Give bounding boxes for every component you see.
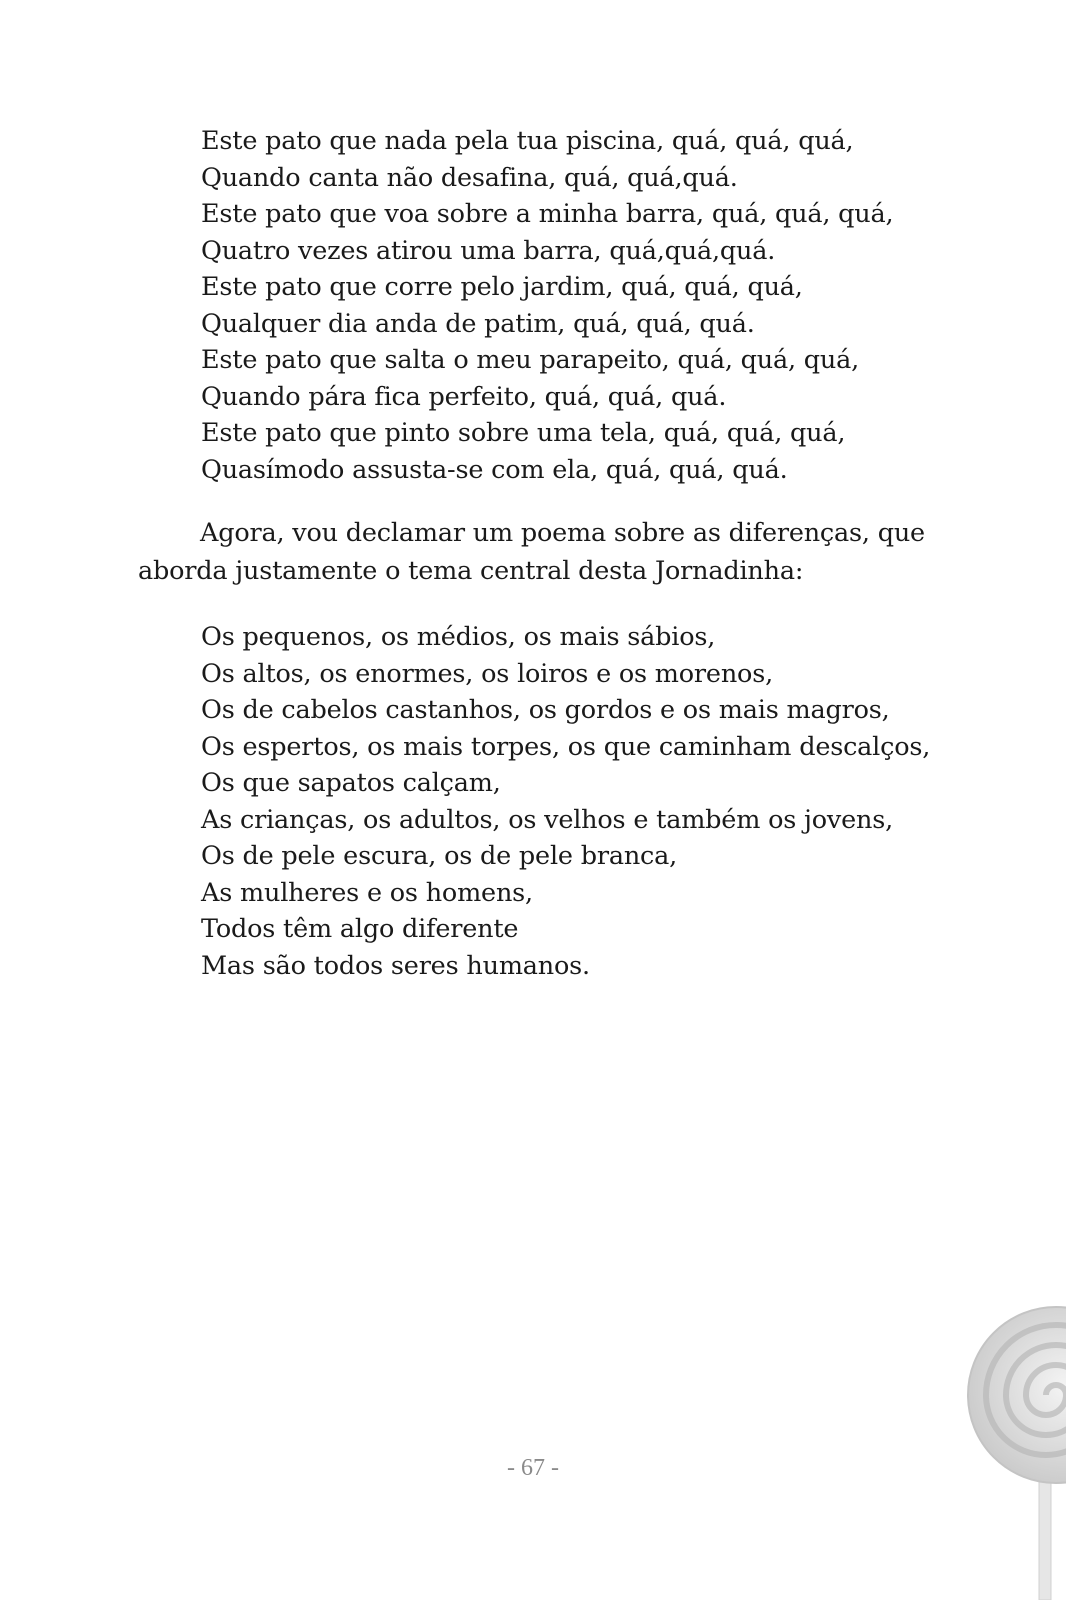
poem-line: Os de pele escura, os de pele branca, bbox=[201, 841, 678, 871]
poem-line: Este pato que nada pela tua piscina, quá, quá, quá, bbox=[201, 126, 854, 156]
poem-line: Os pequenos, os médios, os mais sábios, bbox=[201, 622, 716, 652]
duck-poem bbox=[201, 123, 893, 488]
poem-line: Quatro vezes atirou uma barra, quá,quá,quá. bbox=[201, 235, 776, 266]
poem-line: As mulheres e os homens, bbox=[201, 877, 533, 908]
poem-line: As crianças, os adultos, os velhos e também os jovens, bbox=[201, 804, 893, 835]
lollipop-icon bbox=[936, 1300, 1066, 1600]
poem-line: Quando canta não desafina, quá, quá,quá. bbox=[201, 162, 738, 193]
intro-paragraph bbox=[138, 514, 958, 590]
page-number: - 67 - bbox=[507, 1455, 559, 1481]
poem-line: Este pato que pinto sobre uma tela, quá, quá, quá, bbox=[201, 418, 846, 448]
poem-line: Este pato que salta o meu parapeito, quá, quá, quá, bbox=[201, 345, 860, 375]
poem-line: Os de cabelos castanhos, os gordos e os mais magros, bbox=[201, 695, 890, 725]
paragraph-line: Agora, vou declamar um poema sobre as diferenças, que bbox=[200, 518, 925, 548]
poem-line: Os altos, os enormes, os loiros e os morenos, bbox=[201, 658, 773, 689]
poem-line: Qualquer dia anda de patim, quá, quá, quá. bbox=[201, 308, 755, 339]
differences-poem bbox=[201, 619, 930, 984]
poem-line: Os que sapatos calçam, bbox=[201, 768, 501, 798]
poem-line: Mas são todos seres humanos. bbox=[201, 950, 590, 981]
poem-line: Quasímodo assusta-se com ela, quá, quá, quá. bbox=[201, 454, 788, 485]
poem-line: Este pato que corre pelo jardim, quá, quá, quá, bbox=[201, 272, 803, 302]
poem-line: Quando pára fica perfeito, quá, quá, quá. bbox=[201, 381, 727, 412]
poem-line: Todos têm algo diferente bbox=[201, 914, 519, 944]
poem-line: Este pato que voa sobre a minha barra, quá, quá, quá, bbox=[201, 199, 894, 229]
poem-line: Os espertos, os mais torpes, os que caminham descalços, bbox=[201, 731, 931, 762]
paragraph-line: aborda justamente o tema central desta Jornadinha: bbox=[138, 556, 804, 586]
